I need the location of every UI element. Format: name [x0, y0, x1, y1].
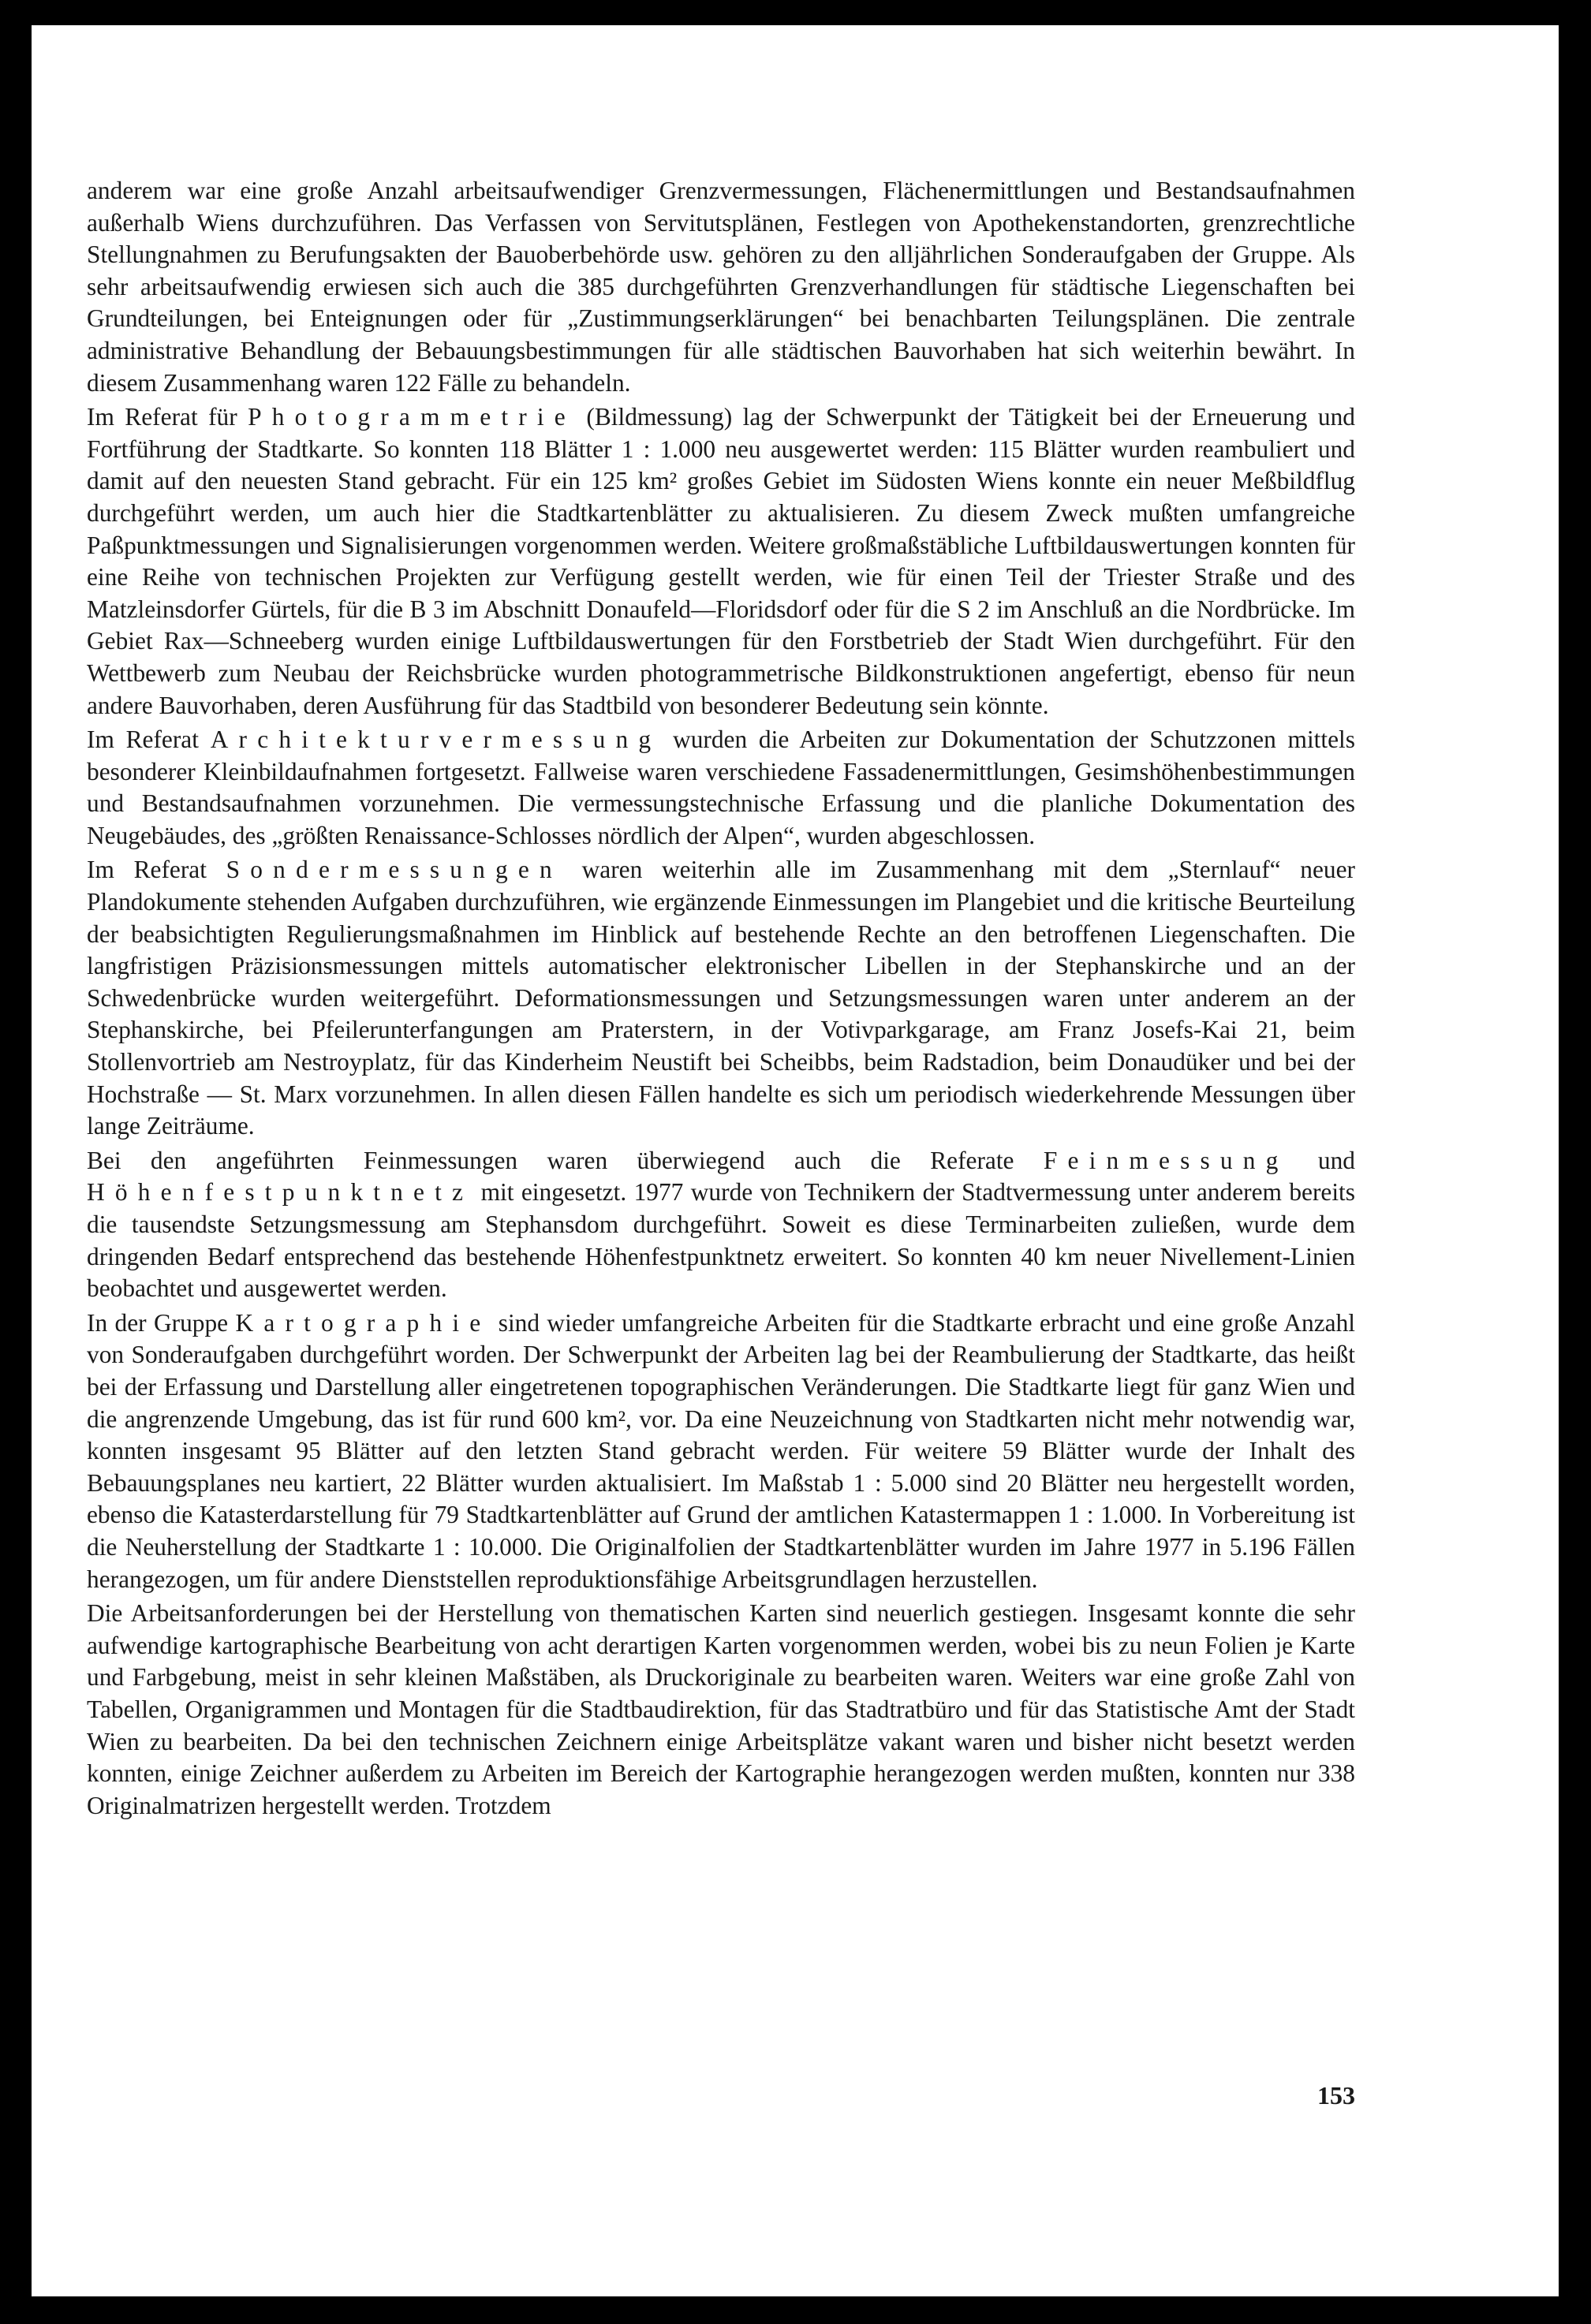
text-segment: Im Referat	[87, 856, 226, 884]
paragraph	[87, 401, 1355, 722]
paragraph	[87, 175, 1355, 399]
spaced-term: Höhenfestpunktnetz	[87, 1178, 474, 1207]
text-segment: waren weiterhin alle im Zusammenhang mit dem „Sternlauf“ neuer Plandokumente stehenden Aufgaben durchzuführen, wie ergänzende Einmessungen im Plangebiet und die kritische Beurteilung der beabsichtigten Regulierungsmaßnahmen im Hinblick auf bestehende Rechte an den betroffenen Liegenschaften. Die langfristigen Präzisionsmessungen mittels automatischer elektronischer Libellen in der Stephanskirche und an der Schwedenbrücke wurden weitergeführt. Deformationsmessungen und Setzungsmessungen waren unter anderem an der Stephanskirche, bei Pfeilerunterfangungen am Praterstern, in der Votivparkgarage, am Franz Josefs-Kai 21, beim Stollenvortrieb am Nestroyplatz, für das Kinderheim Neustift bei Scheibbs, beim Radstadion, beim Donaudüker und bei der Hochstraße — St. Marx vorzunehmen. In allen diesen Fällen handelte es sich um periodisch wiederkehrende Messungen über lange Zeiträume.	[87, 856, 1355, 1140]
spaced-term: Architekturvermessung	[210, 726, 662, 754]
page-number: 153	[1317, 2081, 1355, 2110]
text-segment: Im Referat für	[87, 403, 248, 431]
text-segment: und	[1288, 1146, 1355, 1174]
text-segment: wurden die Arbeiten zur Dokumentation der Schutzzonen mittels besonderer Kleinbildaufnahmen fortgesetzt. Fallweise waren verschiedene Fassadenermittlungen, Gesimshöhenbestimmungen und Bestandsaufnahmen vorzunehmen. Die vermessungstechnische Erfassung und die planliche Dokumentation des Neugebäudes, des „größten Renaissance-Schlosses nördlich der Alpen“, wurden abgeschlossen.	[87, 726, 1355, 849]
paragraph	[87, 854, 1355, 1142]
paragraph	[87, 724, 1355, 852]
text-segment: anderem war eine große Anzahl arbeitsaufwendiger Grenzvermessungen, Flächenermittlungen und Bestandsaufnahmen außerhalb Wiens durchzuführen. Das Verfassen von Servitutsplänen, Festlegen von Apothekenstandorten, grenzrechtliche Stellungnahmen zu Berufungsakten der Bauoberbehörde usw. gehören zu den alljährlichen Sonderaufgaben der Gruppe. Als sehr arbeitsaufwendig erwiesen sich auch die 385 durchgeführten Grenzverhandlungen für städtische Liegenschaften bei Grundteilungen, bei Enteignungen oder für „Zustimmungserklärungen“ bei benachbarten Teilungsplänen. Die zentrale administrative Behandlung der Bebauungsbestimmungen für alle städtischen Bauvorhaben hat sich weiterhin bewährt. In diesem Zusammenhang waren 122 Fälle zu behandeln.	[87, 177, 1355, 397]
text-segment: mit eingesetzt. 1977 wurde von Technikern der Stadtvermessung unter anderem bereits die tausendste Setzungsmessung am Stephansdom durchgeführt. Soweit es diese Terminarbeiten zuließen, wurde dem dringenden Bedarf entsprechend das bestehende Höhenfestpunktnetz erweitert. So konnten 40 km neuer Nivellement-Linien beobachtet und ausgewertet werden.	[87, 1178, 1355, 1303]
spaced-term: Sondermessungen	[226, 856, 562, 884]
spaced-term: Photogrammetrie	[248, 403, 576, 431]
text-segment: In der Gruppe	[87, 1308, 236, 1337]
paragraph	[87, 1598, 1355, 1822]
document-page	[32, 25, 1559, 2296]
text-segment: sind wieder umfangreiche Arbeiten für die Stadtkarte erbracht und eine große Anzahl von Sonderaufgaben durchgeführt worden. Der Schwerpunkt der Arbeiten lag bei der Reambulierung der Stadtkarte, das heißt bei der Erfassung und Darstellung aller eingetretenen topographischen Veränderungen. Die Stadtkarte liegt für ganz Wien und die angrenzende Umgebung, das ist für rund 600 km², vor. Da eine Neuzeichnung von Stadtkarten nicht mehr notwendig war, konnten insgesamt 95 Blätter auf den letzten Stand gebracht werden. Für weitere 59 Blätter wurde der Inhalt des Bebauungsplanes neu kartiert, 22 Blätter wurden aktualisiert. Im Maßstab 1 : 5.000 sind 20 Blätter neu hergestellt worden, ebenso die Katasterdarstellung für 79 Stadtkartenblätter auf Grund der amtlichen Katastermappen 1 : 1.000. In Vorbereitung ist die Neuherstellung der Stadtkarte 1 : 10.000. Die Originalfolien der Stadtkartenblätter wurden im Jahre 1977 in 5.196 Fällen herangezogen, um für andere Dienststellen reproduktionsfähige Arbeitsgrundlagen herzustellen.	[87, 1308, 1355, 1593]
text-segment: Im Referat	[87, 726, 211, 754]
body-text	[87, 175, 1355, 1824]
spaced-term: Kartographie	[235, 1308, 491, 1337]
spaced-term: Feinmessung	[1043, 1146, 1289, 1174]
text-segment: Die Arbeitsanforderungen bei der Herstellung von thematischen Karten sind neuerlich gestiegen. Insgesamt konnte die sehr aufwendige kartographische Bearbeitung von acht derartigen Karten vorgenommen werden, wobei bis zu neun Folien je Karte und Farbgebung, meist in sehr kleinen Maßstäben, als Druckoriginale zu bearbeiten waren. Weiters war eine große Zahl von Tabellen, Organigrammen und Montagen für die Stadtbaudirektion, für das Stadtratbüro und für das Statistische Amt der Stadt Wien zu bearbeiten. Da bei den technischen Zeichnern einige Arbeitsplätze vakant waren und bisher nicht besetzt werden konnten, einige Zeichner außerdem zu Arbeiten im Bereich der Kartographie herangezogen werden mußten, konnten nur 338 Originalmatrizen hergestellt werden. Trotzdem	[87, 1599, 1355, 1819]
text-segment: Bei den angeführten Feinmessungen waren überwiegend auch die Referate	[87, 1146, 1044, 1174]
paragraph	[87, 1145, 1355, 1305]
paragraph	[87, 1307, 1355, 1595]
text-segment: (Bildmessung) lag der Schwerpunkt der Tätigkeit bei der Erneuerung und Fortführung der Stadtkarte. So konnten 118 Blätter 1 : 1.000 neu ausgewertet werden: 115 Blätter wurden reambuliert und damit auf den neuesten Stand gebracht. Für ein 125 km² großes Gebiet im Südosten Wiens konnte ein neuer Meßbildflug durchgeführt werden, um auch hier die Stadtkartenblätter zu aktualisieren. Zu diesem Zweck mußten umfangreiche Paßpunktmessungen und Signalisierungen vorgenommen werden. Weitere großmaßstäbliche Luftbildauswertungen konnten für eine Reihe von technischen Projekten zur Verfügung gestellt werden, wie für einen Teil der Triester Straße und des Matzleinsdorfer Gürtels, für die B 3 im Abschnitt Donaufeld—Floridsdorf oder für die S 2 im Anschluß an die Nordbrücke. Im Gebiet Rax—Schneeberg wurden einige Luftbildauswertungen für den Forstbetrieb der Stadt Wien durchgeführt. Für den Wettbewerb zum Neubau der Reichsbrücke wurden photogrammetrische Bildkonstruktionen angefertigt, ebenso für neun andere Bauvorhaben, deren Ausführung für das Stadtbild von besonderer Bedeutung sein könnte.	[87, 403, 1355, 719]
